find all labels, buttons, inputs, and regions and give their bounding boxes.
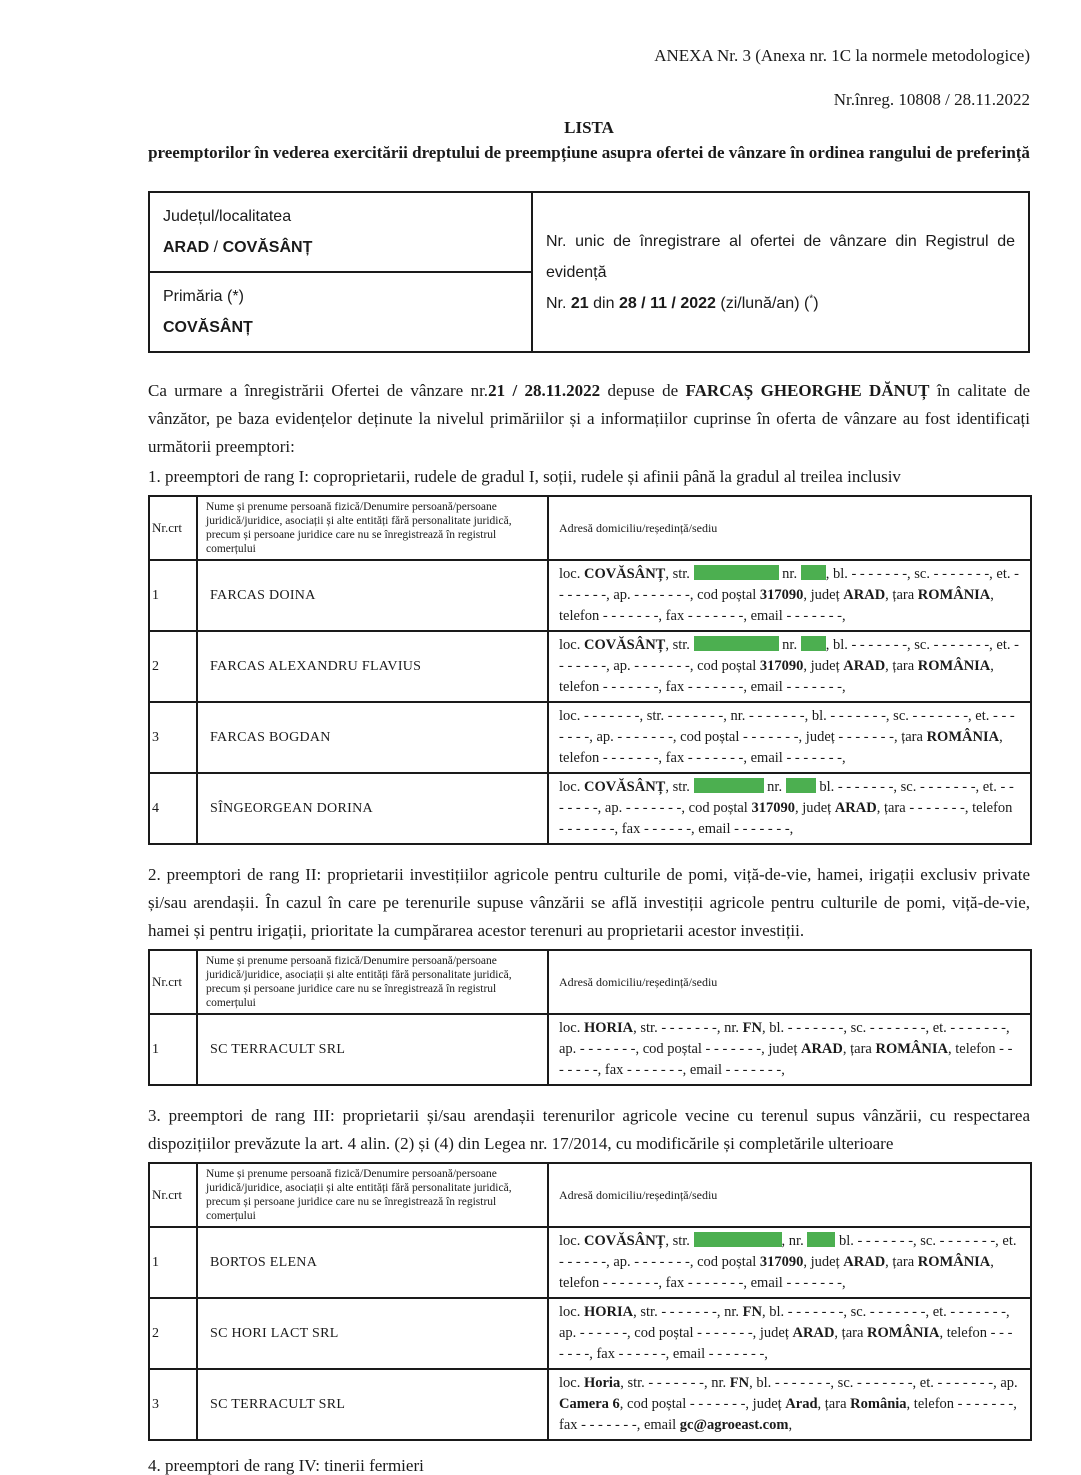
preemptor-address-cell: loc. HORIA, str. - - - - - - -, nr. FN, bl. - - - - - - -, sc. - - - - - - -, et. - - - - - - -, ap. - - - - - -, cod poștal - - - - - - -, județ ARAD, țara ROMÂNIA, telefon - - - - - - -, fax - - - - - -, email - - - - - - -,	[548, 1298, 1031, 1369]
section-2-heading: 2. preemptori de rang II: proprietarii investițiilor agricole pentru culturile de pomi, viță-de-vie, hamei, irigații exclusiv private și/sau arendașii. În cazul în care pe terenurile supuse vânzării se află investiții agricole pentru culturile de pomi, viță-de-vie, hamei și pentru irigații, prioritate la cumpărarea acestor terenuri au proprietarii acestor investiții.	[148, 865, 1030, 940]
column-header-name: Nume și prenume persoană fizică/Denumire persoană/persoane juridică/juridice, asociații și alte entități fără personalitate juridică, precum și persoane juridice care nu se înregistrează în registrul comerțului	[197, 496, 548, 560]
redaction-box	[786, 778, 816, 793]
redaction-box	[694, 565, 779, 580]
offer-registration-number: Nr. 21 din 28 / 11 / 2022 (zi/lună/an) (*)	[546, 293, 819, 312]
column-header-number: Nr.crt	[149, 496, 197, 560]
preemptor-name-cell: FARCAS ALEXANDRU FLAVIUS	[197, 631, 548, 702]
column-header-address: Adresă domiciliu/reședință/sediu	[548, 950, 1031, 1014]
county-cell	[149, 192, 532, 272]
redaction-box	[801, 565, 826, 580]
preemptor-row	[149, 1298, 1031, 1369]
preemptor-name-cell: SC TERRACULT SRL	[197, 1369, 548, 1440]
row-number-cell: 1	[149, 1014, 197, 1085]
section-3-heading: 3. preemptori de rang III: proprietarii și/sau arendașii terenurilor agricole vecine cu terenul supus vânzării, cu respectarea dispozițiilor prevăzute la art. 4 alin. (2) și (4) din Legea nr. 17/2014, cu modificările și completările ulterioare	[148, 1106, 1030, 1153]
list-title-text: preemptorilor în vederea exercitării dreptului de preempțiune asupra ofertei de vânzare în ordinea rangului de preferință	[148, 143, 1030, 162]
row-number-cell: 3	[149, 1369, 197, 1440]
row-number-cell: 3	[149, 702, 197, 773]
redaction-box	[801, 636, 826, 651]
table-header-row	[149, 1163, 1031, 1227]
preemptor-name-cell: SC TERRACULT SRL	[197, 1014, 548, 1085]
column-header-name: Nume și prenume persoană fizică/Denumire persoană/persoane juridică/juridice, asociații și alte entități fără personalitate juridică, precum și persoane juridice care nu se înregistrează în registrul comerțului	[197, 1163, 548, 1227]
primaria-cell	[149, 272, 532, 352]
preemptor-name-cell: FARCAS DOINA	[197, 560, 548, 631]
preemptor-address-cell: loc. COVĂSÂNȚ, str. nr. bl. - - - - - - -, sc. - - - - - - -, et. - - - - - - -, ap. - - - - - - -, cod poștal 317090, județ ARAD, țara - - - - - - -, telefon - - - - - - -, fax - - - - - -, email - - - - - - -,	[548, 773, 1031, 844]
redaction-box	[694, 778, 764, 793]
preemptors-table-rank-2	[148, 949, 1032, 1086]
column-header-number: Nr.crt	[149, 1163, 197, 1227]
redaction-box	[694, 1232, 782, 1247]
preemptor-row	[149, 773, 1031, 844]
preemptor-name-cell: FARCAS BOGDAN	[197, 702, 548, 773]
primaria-value: COVĂSÂNȚ	[163, 319, 253, 336]
preemptor-address-cell: loc. COVĂSÂNȚ, str. nr. , bl. - - - - - - -, sc. - - - - - - -, et. - - - - - - -, ap. - - - - - - -, cod poștal 317090, județ ARAD, țara ROMÂNIA, telefon - - - - - - -, fax - - - - - - -, email - - - - - - -,	[548, 631, 1031, 702]
preemptor-row	[149, 1014, 1031, 1085]
table-header-row	[149, 950, 1031, 1014]
preemptor-name-cell: SÎNGEORGEAN DORINA	[197, 773, 548, 844]
preemptor-address-cell: loc. COVĂSÂNȚ, str. , nr. bl. - - - - - - -, sc. - - - - - - -, et. - - - - - -, ap. - - - - - - -, cod poștal 317090, județ ARAD, țara ROMÂNIA, telefon - - - - - - -, fax - - - - - - -, email - - - - - - -,	[548, 1227, 1031, 1298]
row-number-cell: 1	[149, 560, 197, 631]
preemptors-table-rank-3	[148, 1162, 1032, 1441]
preemptor-row	[149, 631, 1031, 702]
preemptors-table-rank-1	[148, 495, 1032, 845]
column-header-name: Nume și prenume persoană fizică/Denumire persoană/persoane juridică/juridice, asociații și alte entități fără personalitate juridică, precum și persoane juridice care nu se înregistrează în registrul comerțului	[197, 950, 548, 1014]
column-header-number: Nr.crt	[149, 950, 197, 1014]
preemptor-address-cell: loc. Horia, str. - - - - - - -, nr. FN, bl. - - - - - - -, sc. - - - - - - -, et. - - - - - - -, ap. Camera 6, cod poștal - - - - - - -, județ Arad, țara România, telefon - - - - - - -, fax - - - - - - -, email gc@agroeast.com,	[548, 1369, 1031, 1440]
preemptor-address-cell: loc. - - - - - - -, str. - - - - - - -, nr. - - - - - - -, bl. - - - - - - -, sc. - - - - - - -, et. - - - - - - -, ap. - - - - - - -, cod poștal - - - - - - -, județ - - - - - - -, țara ROMÂNIA, telefon - - - - - - -, fax - - - - - - -, email - - - - - - -,	[548, 702, 1031, 773]
county-label: Județul/localitatea	[163, 208, 292, 225]
row-number-cell: 2	[149, 1298, 197, 1369]
section-4-heading-cutoff: 4. preemptori de rang IV: tinerii fermieri	[148, 1456, 424, 1475]
preemptor-row	[149, 702, 1031, 773]
redaction-box	[694, 636, 779, 651]
list-title-word: LISTA	[564, 118, 614, 137]
preemptor-row	[149, 1369, 1031, 1440]
intro-paragraph: Ca urmare a înregistrării Ofertei de vânzare nr.21 / 28.11.2022 depuse de FARCAȘ GHEORGHE DĂNUȚ în calitate de vânzător, pe baza evidențelor deținute la nivelul primăriilor și a informațiilor cuprinse în oferta de vânzare au fost identificați următorii preemptori:	[148, 381, 1030, 456]
primaria-label: Primăria (*)	[163, 288, 244, 305]
redaction-box	[807, 1232, 835, 1247]
preemptor-row	[149, 560, 1031, 631]
county-value: ARAD / COVĂSÂNȚ	[163, 239, 313, 256]
offer-registration-text: Nr. unic de înregistrare al ofertei de vânzare din Registrul de evidență	[546, 232, 1015, 281]
row-number-cell: 1	[149, 1227, 197, 1298]
column-header-address: Adresă domiciliu/reședință/sediu	[548, 496, 1031, 560]
registration-number: Nr.înreg. 10808 / 28.11.2022	[833, 90, 1030, 109]
registration-info-table	[148, 191, 1030, 353]
preemptor-address-cell: loc. COVĂSÂNȚ, str. nr. , bl. - - - - - - -, sc. - - - - - - -, et. - - - - - - -, ap. - - - - - - -, cod poștal 317090, județ ARAD, țara ROMÂNIA, telefon - - - - - - -, fax - - - - - - -, email - - - - - - -,	[548, 560, 1031, 631]
preemptor-row	[149, 1227, 1031, 1298]
table-header-row	[149, 496, 1031, 560]
section-1-heading: 1. preemptori de rang I: coproprietarii, rudele de gradul I, soții, rudele și afinii până la gradul al treilea inclusiv	[148, 467, 901, 486]
anexa-header: ANEXA Nr. 3 (Anexa nr. 1C la normele metodologice)	[654, 46, 1030, 65]
column-header-address: Adresă domiciliu/reședință/sediu	[548, 1163, 1031, 1227]
offer-registration-cell	[532, 192, 1029, 352]
row-number-cell: 2	[149, 631, 197, 702]
row-number-cell: 4	[149, 773, 197, 844]
preemptor-name-cell: SC HORI LACT SRL	[197, 1298, 548, 1369]
preemptor-name-cell: BORTOS ELENA	[197, 1227, 548, 1298]
preemptor-address-cell: loc. HORIA, str. - - - - - - -, nr. FN, bl. - - - - - - -, sc. - - - - - - -, et. - - - - - - -, ap. - - - - - - -, cod poștal - - - - - - -, județ ARAD, țara ROMÂNIA, telefon - - - - - - -, fax - - - - - - -, email - - - - - - -,	[548, 1014, 1031, 1085]
